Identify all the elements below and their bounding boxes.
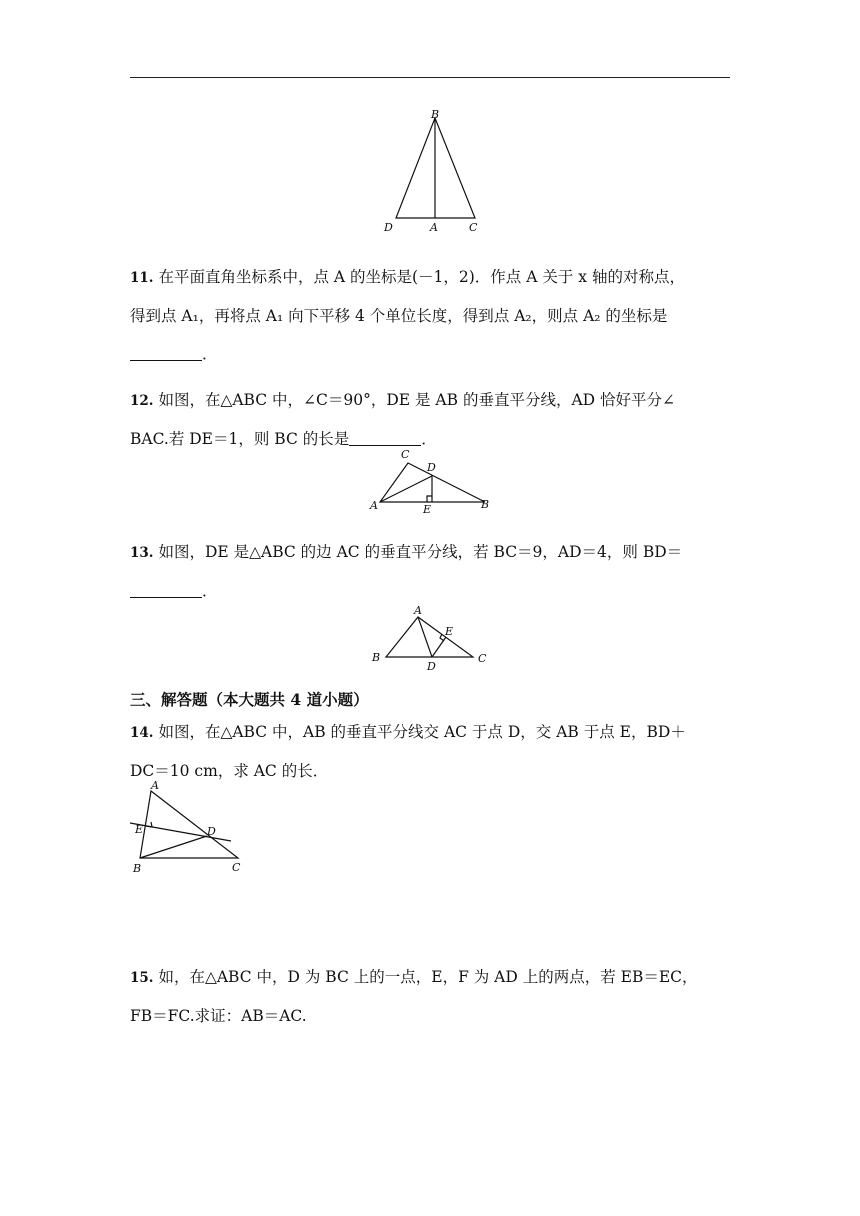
q14-number: 14. xyxy=(130,725,154,741)
label-b: B xyxy=(431,108,440,121)
label-b: B xyxy=(133,862,142,875)
header-rule xyxy=(130,77,730,78)
figure-q14 xyxy=(125,775,255,880)
q15-number: 15. xyxy=(130,970,154,986)
label-a: A xyxy=(414,604,422,617)
label-d: D xyxy=(384,221,393,234)
question-15 xyxy=(130,958,730,1035)
q12-line2: BAC.若 DE＝1，则 BC 的长是 ． xyxy=(130,430,437,448)
right-angle-mark xyxy=(427,496,432,502)
question-11 xyxy=(130,258,730,373)
label-e: E xyxy=(445,625,454,638)
segment-bd xyxy=(140,836,207,858)
segment-de xyxy=(432,637,446,657)
q13-number: 13. xyxy=(130,545,154,561)
perpendicular-bisector xyxy=(130,823,231,841)
q12-line1: 12. 如图，在△ABC 中，∠C＝90°，DE 是 AB 的垂直平分线，AD 恰好平分∠ xyxy=(130,391,675,409)
section-heading: 三、解答题（本大题共 4 道小题） xyxy=(130,690,369,709)
label-e: E xyxy=(423,503,432,516)
label-c: C xyxy=(478,652,487,665)
segment-ad xyxy=(380,476,432,502)
q11-number: 11. xyxy=(130,270,154,286)
label-c: C xyxy=(232,861,241,874)
answer-blank[interactable] xyxy=(130,359,202,361)
q15-line2: FB＝FC.求证：AB＝AC. xyxy=(130,1007,307,1025)
label-c: C xyxy=(401,448,410,461)
label-a: A xyxy=(430,221,438,234)
label-c: C xyxy=(469,221,478,234)
label-d: D xyxy=(427,660,436,673)
figure-q12 xyxy=(370,446,505,516)
label-b: B xyxy=(372,651,381,664)
q13-answer-line: ． xyxy=(130,572,730,610)
q13-line1: 13. 如图，DE 是△ABC 的边 AC 的垂直平分线，若 BC＝9，AD＝4，则 BD＝ xyxy=(130,543,683,561)
label-a: A xyxy=(370,499,378,512)
q11-line1: 11. 在平面直角坐标系中，点 A 的坐标是(－1，2)．作点 A 关于 x 轴的对称点， xyxy=(130,268,685,286)
segment-ad xyxy=(418,617,432,657)
q12-number: 12. xyxy=(130,393,154,409)
q11-answer-line: ． xyxy=(130,335,730,373)
q11-line2: 得到点 A₁，再将点 A₁ 向下平移 4 个单位长度，得到点 A₂，则点 A₂ 的坐标是 xyxy=(130,307,668,325)
q14-line2: DC＝10 cm，求 AC 的长． xyxy=(130,762,329,780)
label-a: A xyxy=(151,779,159,792)
figure-top-triangle xyxy=(380,105,490,235)
triangle-abc xyxy=(140,791,238,858)
answer-blank[interactable] xyxy=(130,596,202,598)
q14-line1: 14. 如图，在△ABC 中，AB 的垂直平分线交 AC 于点 D，交 AB 于点 E，BD＋ xyxy=(130,723,686,741)
label-d: D xyxy=(427,461,436,474)
q15-line1: 15. 如，在△ABC 中，D 为 BC 上的一点，E，F 为 AD 上的两点，若 EB＝EC， xyxy=(130,968,698,986)
question-13 xyxy=(130,533,730,610)
label-b: B xyxy=(481,498,490,511)
figure-q13 xyxy=(370,600,495,675)
label-d: D xyxy=(207,825,216,838)
label-e: E xyxy=(135,823,144,836)
right-angle-mark xyxy=(146,822,152,827)
